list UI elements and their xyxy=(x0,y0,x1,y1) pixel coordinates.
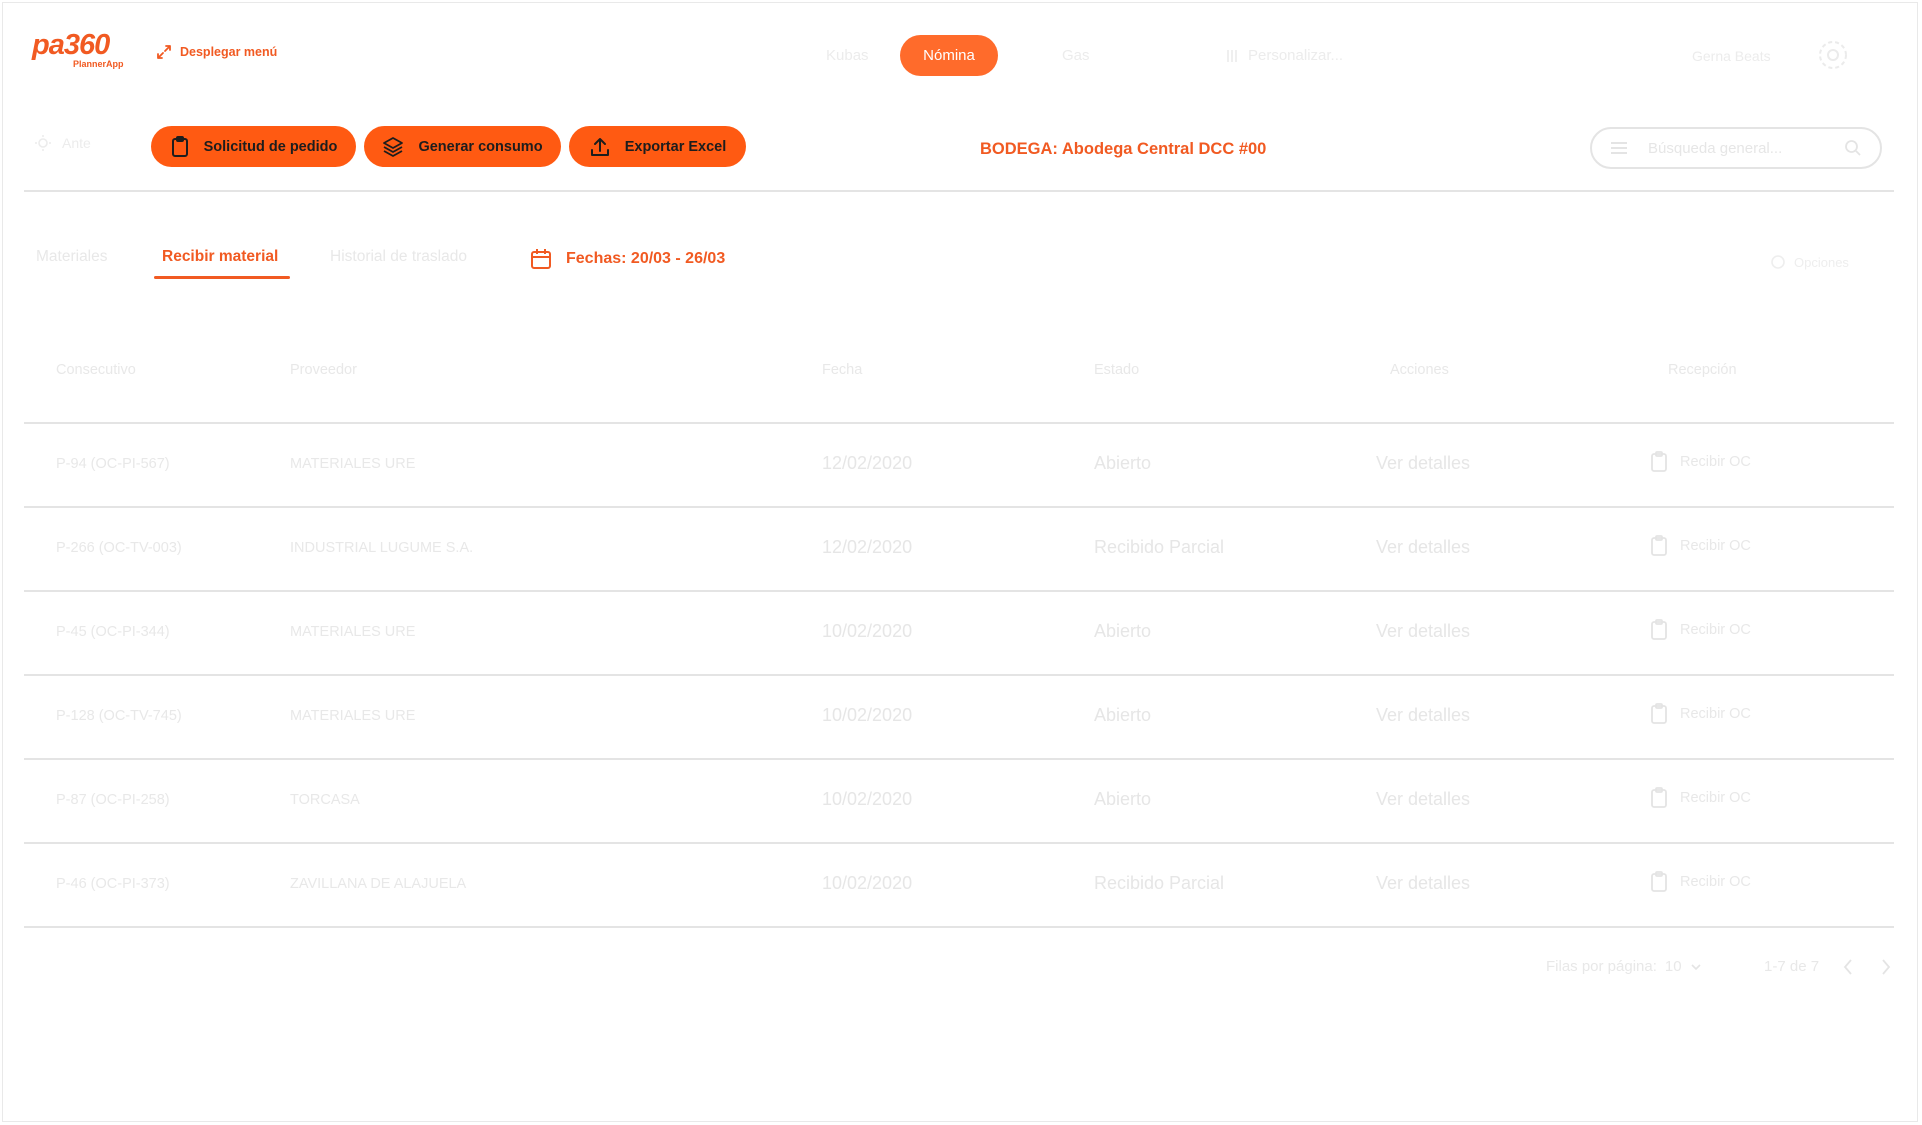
options-label: Opciones xyxy=(1794,254,1849,270)
nav-item-personalize-label: Personalizar... xyxy=(1248,47,1344,64)
recibir-oc-button[interactable] xyxy=(1650,535,1751,557)
recibir-oc-label: Recibir OC xyxy=(1680,790,1751,806)
user-name[interactable]: Gerna Beats xyxy=(1692,48,1771,64)
recibir-oc-button[interactable] xyxy=(1650,619,1751,641)
cell-proveedor: TORCASA xyxy=(290,792,360,808)
generar-consumo-label: Generar consumo xyxy=(418,138,543,155)
cell-fecha: 10/02/2020 xyxy=(822,621,913,641)
nav-item-kubas[interactable]: Kubas xyxy=(826,47,869,64)
cell-proveedor: INDUSTRIAL LUGUME S.A. xyxy=(290,540,474,556)
table-row[interactable] xyxy=(24,844,1894,928)
exportar-excel-label: Exportar Excel xyxy=(624,138,727,155)
ghost-toolbar-item[interactable] xyxy=(34,134,91,152)
pagination-range: 1-7 de 7 xyxy=(1764,958,1820,975)
solicitud-pedido-button[interactable] xyxy=(151,126,356,167)
column-header-estado[interactable]: Estado xyxy=(1094,362,1140,378)
ver-detalles-link[interactable]: Ver detalles xyxy=(1376,789,1471,809)
search-icon[interactable] xyxy=(1844,139,1862,157)
cell-estado: Recibido Parcial xyxy=(1094,537,1225,557)
cell-fecha: 12/02/2020 xyxy=(822,453,913,473)
clipboard-icon xyxy=(1650,451,1668,473)
recibir-oc-label: Recibir OC xyxy=(1680,706,1751,722)
cell-estado: Recibido Parcial xyxy=(1094,873,1225,893)
sun-icon xyxy=(34,134,52,152)
tab-materiales[interactable]: Materiales xyxy=(36,248,108,265)
recibir-oc-button[interactable] xyxy=(1650,703,1751,725)
cell-estado: Abierto xyxy=(1094,789,1152,809)
solicitud-pedido-label: Solicitud de pedido xyxy=(203,138,338,155)
column-header-acciones: Acciones xyxy=(1390,362,1449,378)
date-range-label: Fechas: 20/03 - 26/03 xyxy=(566,250,726,267)
column-header-proveedor[interactable]: Proveedor xyxy=(290,362,357,378)
cell-consecutivo: P-94 (OC-PI-567) xyxy=(56,456,170,472)
next-page-button[interactable] xyxy=(1880,958,1892,976)
column-header-recepcion: Recepción xyxy=(1668,362,1737,378)
cell-estado: Abierto xyxy=(1094,621,1152,641)
clipboard-icon xyxy=(1650,535,1668,557)
cell-consecutivo: P-128 (OC-TV-745) xyxy=(56,708,182,724)
rows-per-page-value[interactable]: 10 xyxy=(1664,958,1682,975)
table-row[interactable] xyxy=(24,760,1894,844)
cell-estado: Abierto xyxy=(1094,705,1152,725)
clipboard-icon xyxy=(1650,703,1668,725)
column-header-consecutivo[interactable]: Consecutivo xyxy=(56,362,136,378)
chevron-down-icon[interactable] xyxy=(1690,962,1702,972)
recibir-oc-label: Recibir OC xyxy=(1680,622,1751,638)
nav-item-personalize[interactable] xyxy=(1224,36,1343,76)
exportar-excel-button[interactable] xyxy=(569,126,746,167)
recibir-oc-button[interactable] xyxy=(1650,451,1751,473)
nav-item-nomina[interactable]: Nómina xyxy=(900,35,998,76)
toolbar-divider xyxy=(24,190,1894,192)
cell-fecha: 10/02/2020 xyxy=(822,789,913,809)
cell-fecha: 10/02/2020 xyxy=(822,705,913,725)
cell-fecha: 10/02/2020 xyxy=(822,873,913,893)
sliders-icon xyxy=(1224,48,1240,64)
chevron-left-icon xyxy=(1842,958,1854,976)
cell-consecutivo: P-87 (OC-PI-258) xyxy=(56,792,170,808)
calendar-icon xyxy=(530,248,552,270)
ghost-toolbar-label: Ante xyxy=(62,135,91,151)
cell-estado: Abierto xyxy=(1094,453,1152,473)
cell-proveedor: MATERIALES URE xyxy=(290,624,416,640)
planner-logo[interactable] xyxy=(32,30,132,70)
active-tab-indicator xyxy=(154,276,290,279)
table-row[interactable] xyxy=(24,592,1894,676)
cell-proveedor: ZAVILLANA DE ALAJUELA xyxy=(290,876,467,892)
nav-item-gas[interactable]: Gas xyxy=(1062,47,1090,64)
recibir-oc-label: Recibir OC xyxy=(1680,538,1751,554)
cell-consecutivo: P-46 (OC-PI-373) xyxy=(56,876,170,892)
search-field[interactable] xyxy=(1590,127,1882,169)
chevron-right-icon xyxy=(1880,958,1892,976)
layers-icon xyxy=(382,136,404,158)
table-row[interactable] xyxy=(24,424,1894,508)
logo-text: pa360 xyxy=(32,29,110,61)
tab-recibir-material[interactable]: Recibir material xyxy=(162,248,279,265)
cell-proveedor: MATERIALES URE xyxy=(290,456,416,472)
recibir-oc-label: Recibir OC xyxy=(1680,454,1751,470)
generar-consumo-button[interactable] xyxy=(364,126,561,167)
table-row[interactable] xyxy=(24,508,1894,592)
cell-consecutivo: P-266 (OC-TV-003) xyxy=(56,540,182,556)
recibir-oc-button[interactable] xyxy=(1650,871,1751,893)
ver-detalles-link[interactable]: Ver detalles xyxy=(1376,453,1471,473)
expand-menu-label: Desplegar menú xyxy=(180,45,278,59)
recibir-oc-button[interactable] xyxy=(1650,787,1751,809)
options-button[interactable] xyxy=(1770,254,1849,270)
ver-detalles-link[interactable]: Ver detalles xyxy=(1376,537,1471,557)
table-row[interactable] xyxy=(24,676,1894,760)
search-input[interactable]: Búsqueda general... xyxy=(1648,139,1783,157)
expand-icon xyxy=(156,44,172,60)
previous-page-button[interactable] xyxy=(1842,958,1854,976)
upload-icon xyxy=(589,136,611,158)
rows-per-page-control[interactable] xyxy=(1546,958,1702,975)
ver-detalles-link[interactable]: Ver detalles xyxy=(1376,621,1471,641)
clipboard-icon xyxy=(1650,787,1668,809)
bodega-title: BODEGA: Abodega Central DCC #00 xyxy=(980,140,1267,158)
expand-menu-button[interactable] xyxy=(156,44,277,60)
ver-detalles-link[interactable]: Ver detalles xyxy=(1376,705,1471,725)
gear-icon[interactable] xyxy=(1816,38,1850,72)
settings-icon xyxy=(1770,254,1786,270)
tab-historial-traslado[interactable]: Historial de traslado xyxy=(330,248,467,265)
recibir-oc-label: Recibir OC xyxy=(1680,874,1751,890)
date-range-filter[interactable] xyxy=(530,248,725,270)
clipboard-icon xyxy=(1650,871,1668,893)
cell-proveedor: MATERIALES URE xyxy=(290,708,416,724)
logo-subtext: PlannerApp xyxy=(73,59,124,69)
menu-icon xyxy=(1610,141,1628,155)
ver-detalles-link[interactable]: Ver detalles xyxy=(1376,873,1471,893)
cell-fecha: 12/02/2020 xyxy=(822,537,913,557)
cell-consecutivo: P-45 (OC-PI-344) xyxy=(56,624,170,640)
column-header-fecha[interactable]: Fecha xyxy=(822,362,863,378)
rows-per-page-label: Filas por página: xyxy=(1546,958,1657,975)
clipboard-icon xyxy=(1650,619,1668,641)
clipboard-icon xyxy=(170,136,190,158)
